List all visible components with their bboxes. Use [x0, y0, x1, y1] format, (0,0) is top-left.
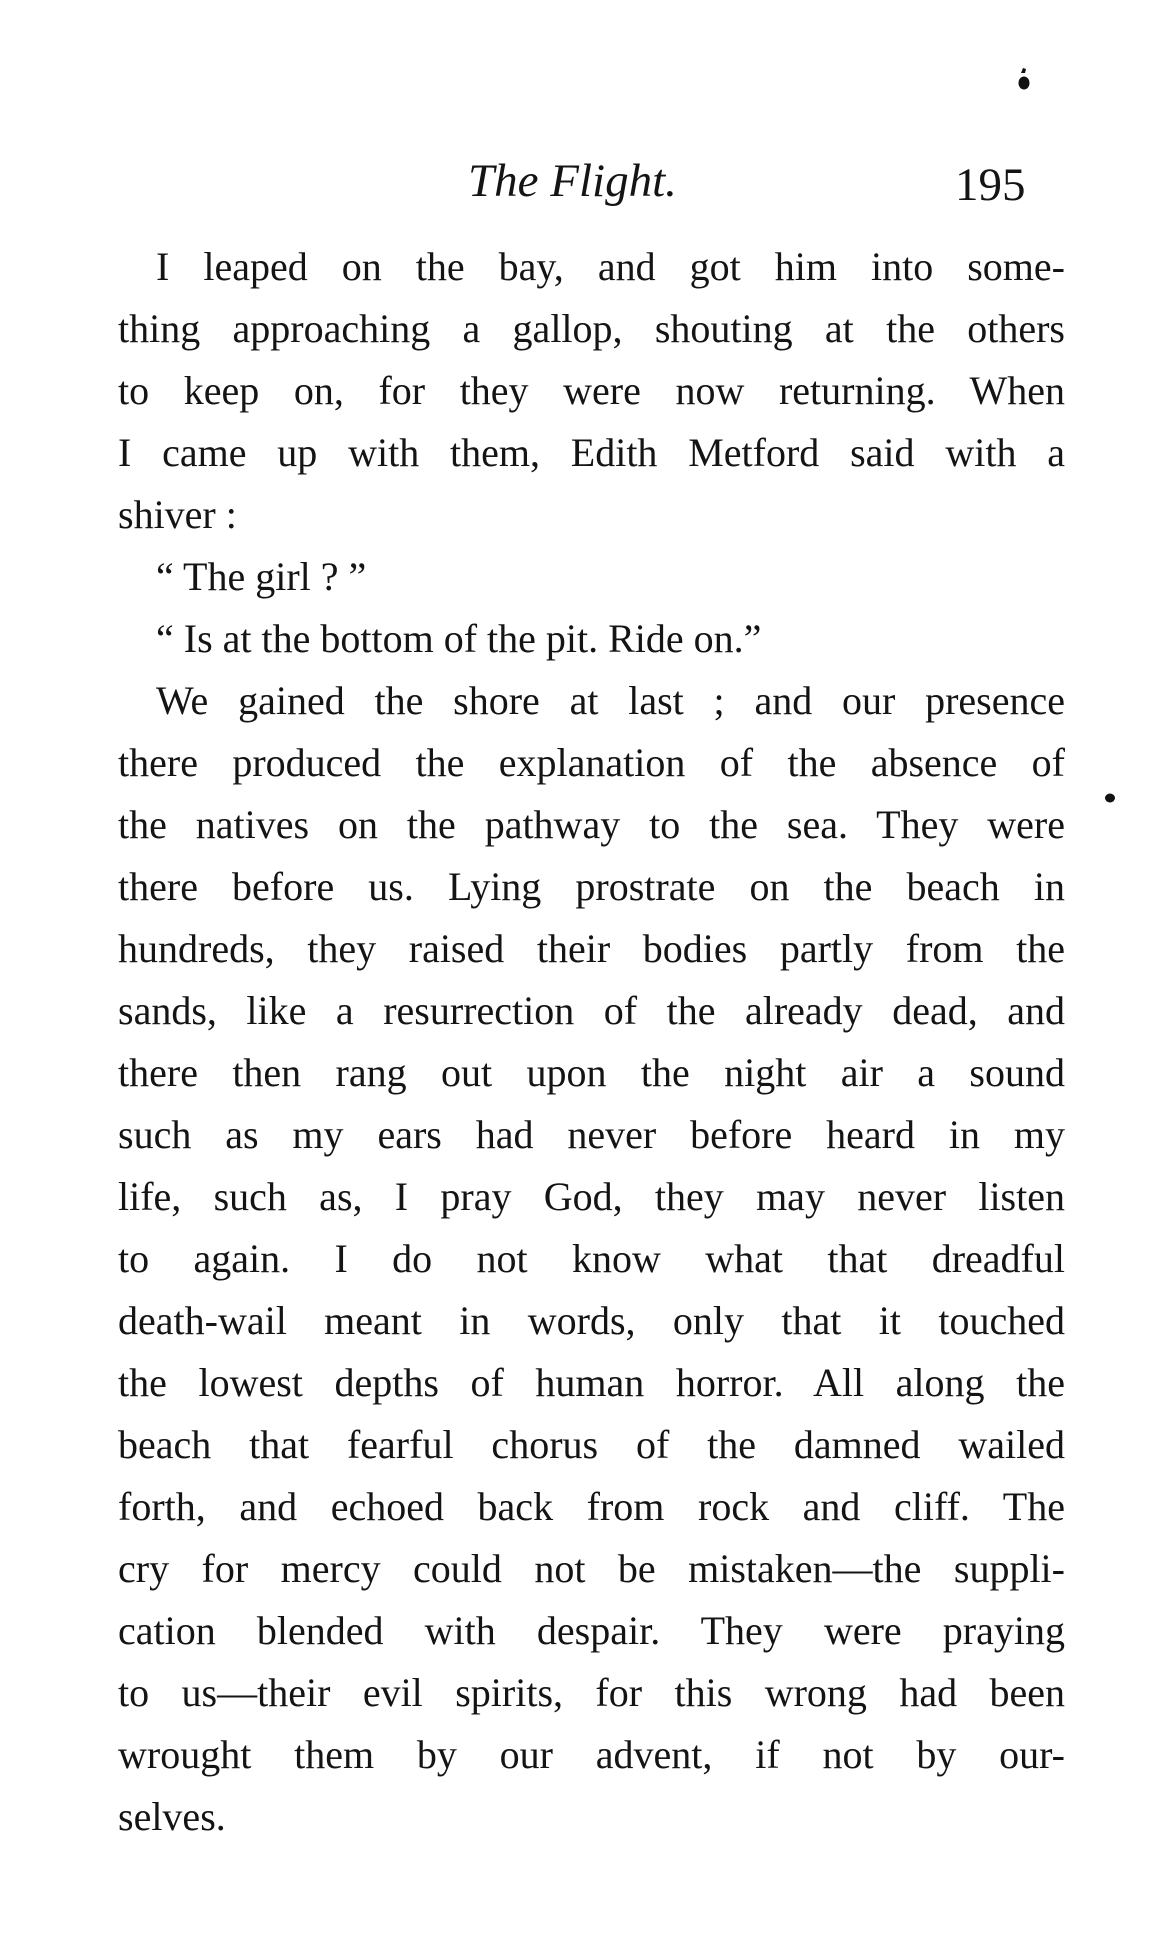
- body-text: [118, 236, 1065, 1848]
- text-line: the lowest depths of human horror. All along the: [118, 1360, 1065, 1405]
- text-line: hundreds, they raised their bodies partly from the: [118, 926, 1065, 971]
- text-line: shiver :: [118, 492, 237, 537]
- text-line: cation blended with despair. They were praying: [118, 1608, 1065, 1653]
- text-line: there then rang out upon the night air a sound: [118, 1050, 1065, 1095]
- text-line: to us—their evil spirits, for this wrong had been: [118, 1670, 1065, 1715]
- text-line: cry for mercy could not be mistaken—the suppli-: [118, 1546, 1065, 1591]
- text-line: the natives on the pathway to the sea. They were: [118, 802, 1065, 847]
- text-line: sands, like a resurrection of the already dead, and: [118, 988, 1065, 1033]
- text-line: “ The girl ? ”: [156, 554, 367, 599]
- text-line: such as my ears had never before heard in my: [118, 1112, 1065, 1157]
- text-line: selves.: [118, 1794, 226, 1839]
- text-line: to keep on, for they were now returning. When: [118, 368, 1065, 413]
- text-line: “ Is at the bottom of the pit. Ride on.”: [156, 616, 762, 661]
- text-line: thing approaching a gallop, shouting at the others: [118, 306, 1065, 351]
- text-line: death-wail meant in words, only that it touched: [118, 1298, 1065, 1343]
- running-head: [0, 154, 1173, 211]
- text-line: I came up with them, Edith Metford said with a: [118, 430, 1065, 475]
- margin-ink-mark: [1105, 793, 1115, 803]
- text-line: there before us. Lying prostrate on the beach in: [118, 864, 1065, 909]
- text-line: to again. I do not know what that dreadful: [118, 1236, 1065, 1281]
- running-title: The Flight.: [468, 155, 677, 207]
- text-line: forth, and echoed back from rock and cliff. The: [118, 1484, 1065, 1529]
- text-line: We gained the shore at last ; and our presence: [156, 678, 1065, 723]
- page-number: 195: [955, 159, 1026, 211]
- text-line: beach that fearful chorus of the damned wailed: [118, 1422, 1065, 1467]
- text-line: life, such as, I pray God, they may never listen: [118, 1174, 1065, 1219]
- text-line: wrought them by our advent, if not by our-: [118, 1732, 1065, 1777]
- ink-blot-mark: [1018, 68, 1030, 90]
- text-line: there produced the explanation of the absence of: [118, 740, 1065, 785]
- text-line: I leaped on the bay, and got him into some-: [156, 244, 1065, 289]
